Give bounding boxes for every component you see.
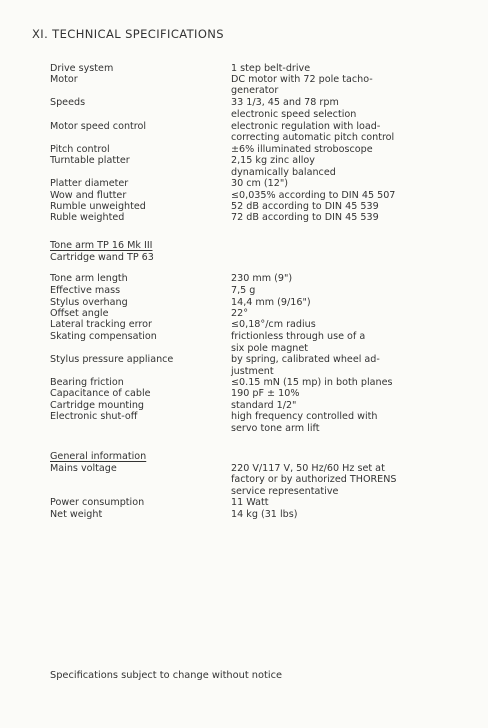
spec-value: correcting automatic pitch control bbox=[231, 132, 395, 143]
spec-label: Stylus overhang bbox=[50, 297, 128, 308]
spec-value: 14 kg (31 lbs) bbox=[231, 509, 298, 520]
spec-value: 230 mm (9") bbox=[231, 273, 293, 284]
spec-value: 2,15 kg zinc alloy bbox=[231, 155, 315, 166]
spec-value: standard 1/2" bbox=[231, 400, 297, 411]
spec-value: 14,4 mm (9/16") bbox=[231, 297, 311, 308]
spec-value: 30 cm (12") bbox=[231, 178, 289, 189]
spec-value: 190 pF ± 10% bbox=[231, 388, 300, 399]
spec-label: Net weight bbox=[50, 509, 103, 520]
section-heading: Tone arm TP 16 Mk III bbox=[50, 240, 153, 251]
spec-label: Turntable platter bbox=[50, 155, 130, 166]
spec-value: high frequency controlled with bbox=[231, 411, 378, 422]
spec-value: 11 Watt bbox=[231, 497, 269, 508]
spec-value: 72 dB according to DIN 45 539 bbox=[231, 212, 379, 223]
spec-value: electronic regulation with load- bbox=[231, 121, 381, 132]
spec-label: Mains voltage bbox=[50, 463, 117, 474]
spec-label: Capacitance of cable bbox=[50, 388, 151, 399]
footer-note: Specifications subject to change without notice bbox=[50, 670, 282, 681]
spec-value: ≤0,035% according to DIN 45 507 bbox=[231, 190, 396, 201]
spec-label: Offset angle bbox=[50, 308, 109, 319]
spec-value: factory or by authorized THORENS bbox=[231, 474, 397, 485]
spec-value: 1 step belt-drive bbox=[231, 63, 311, 74]
spec-value: 33 1/3, 45 and 78 rpm bbox=[231, 97, 339, 108]
spec-value: servo tone arm lift bbox=[231, 423, 320, 434]
spec-value: ≤0.15 mN (15 mp) in both planes bbox=[231, 377, 393, 388]
spec-label: Drive system bbox=[50, 63, 114, 74]
spec-label: Pitch control bbox=[50, 144, 110, 155]
spec-value: by spring, calibrated wheel ad- bbox=[231, 354, 380, 365]
spec-label: Cartridge wand TP 63 bbox=[50, 252, 154, 263]
spec-value: ±6% illuminated stroboscope bbox=[231, 144, 373, 155]
spec-label: Electronic shut-off bbox=[50, 411, 138, 422]
spec-value: generator bbox=[231, 85, 279, 96]
spec-label: Tone arm length bbox=[50, 273, 128, 284]
spec-value: 52 dB according to DIN 45 539 bbox=[231, 201, 379, 212]
spec-value: 7,5 g bbox=[231, 285, 256, 296]
spec-label: Platter diameter bbox=[50, 178, 129, 189]
spec-label: Wow and flutter bbox=[50, 190, 127, 201]
spec-label: Cartridge mounting bbox=[50, 400, 144, 411]
spec-label: Lateral tracking error bbox=[50, 319, 152, 330]
spec-label: Effective mass bbox=[50, 285, 121, 296]
spec-label: Bearing friction bbox=[50, 377, 124, 388]
spec-value: service representative bbox=[231, 486, 339, 497]
section-heading: General information bbox=[50, 451, 147, 462]
spec-value: justment bbox=[231, 366, 274, 377]
spec-value: DC motor with 72 pole tacho- bbox=[231, 74, 373, 85]
spec-label: Speeds bbox=[50, 97, 86, 108]
spec-value: six pole magnet bbox=[231, 343, 309, 354]
spec-value: dynamically balanced bbox=[231, 167, 336, 178]
spec-label: Ruble weighted bbox=[50, 212, 125, 223]
spec-label: Stylus pressure appliance bbox=[50, 354, 174, 365]
spec-label: Rumble unweighted bbox=[50, 201, 146, 212]
spec-label: Power consumption bbox=[50, 497, 145, 508]
spec-value: electronic speed selection bbox=[231, 109, 357, 120]
spec-label: Motor speed control bbox=[50, 121, 147, 132]
spec-value: 220 V/117 V, 50 Hz/60 Hz set at bbox=[231, 463, 385, 474]
spec-value: frictionless through use of a bbox=[231, 331, 366, 342]
spec-label: Motor bbox=[50, 74, 78, 85]
spec-value: 22° bbox=[231, 308, 249, 319]
page-title: XI. TECHNICAL SPECIFICATIONS bbox=[32, 27, 225, 41]
spec-label: Skating compensation bbox=[50, 331, 157, 342]
spec-value: ≤0,18°/cm radius bbox=[231, 319, 316, 330]
